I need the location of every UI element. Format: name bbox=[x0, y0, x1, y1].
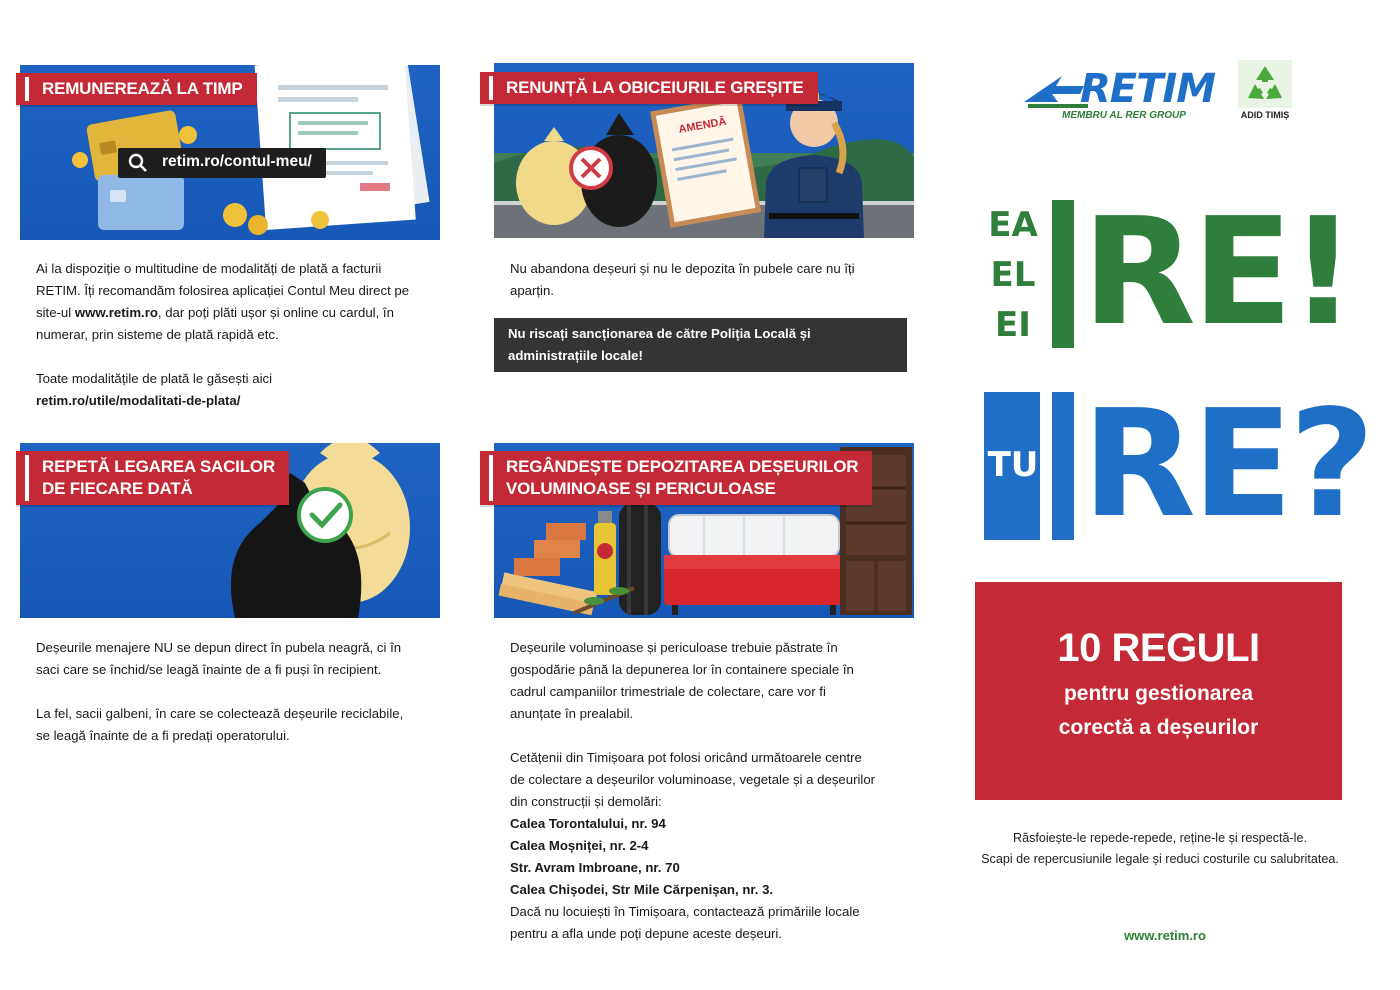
spray-can-icon bbox=[594, 511, 616, 595]
pronoun-el: EL bbox=[990, 255, 1036, 295]
retim-website-link: www.retim.ro bbox=[74, 305, 158, 320]
retim-logo-text: RETIM bbox=[1080, 66, 1216, 112]
website-link[interactable]: www.retim.ro bbox=[1124, 928, 1206, 943]
re-exclamation: RE! bbox=[1082, 186, 1353, 358]
paragraph-line: de colectare a deșeurilor voluminoase, vegetale și a deșeurilor bbox=[510, 772, 876, 787]
panel-title-renunta: RENUNȚĂ LA OBICEIURILE GREȘITE bbox=[480, 72, 818, 104]
paragraph-line: Cetățenii din Timișoara pot folosi oricând următoarele centre bbox=[510, 750, 862, 765]
payment-methods-link: retim.ro/utile/modalitati-de-plata/ bbox=[36, 393, 241, 408]
adid-timis-logo bbox=[1235, 60, 1295, 122]
ten-rules-box bbox=[975, 582, 1342, 800]
paragraph-line: Toate modalitățile de plată le găsești aici bbox=[36, 371, 273, 386]
police-officer-icon bbox=[764, 93, 864, 238]
paragraph-line: La fel, sacii galbeni, în care se colectează deșeurile reciclabile, bbox=[36, 706, 404, 721]
paragraph-line: cadrul campaniilor trimestriale de colectare, care vor fi bbox=[510, 684, 826, 699]
warning-line: administrațiile locale! bbox=[508, 348, 643, 363]
checkmark-icon bbox=[299, 489, 351, 541]
contul-meu-url: retim.ro/contul-meu/ bbox=[162, 153, 312, 170]
panel-renunta-text bbox=[510, 258, 905, 302]
pronoun-ei: EI bbox=[995, 305, 1031, 345]
retim-tagline: MEMBRU AL RER GROUP bbox=[1062, 110, 1186, 121]
paragraph-line: pentru a afla unde poți depune aceste deșeuri. bbox=[510, 926, 783, 941]
green-divider-bar bbox=[1052, 200, 1074, 348]
ten-rules-subtitle-2: corectă a deșeurilor bbox=[1058, 716, 1259, 739]
re-question: RE? bbox=[1082, 378, 1371, 550]
paragraph-line: din construcții și demolări: bbox=[510, 794, 662, 809]
panel-title-remunereaza: REMUNEREAZĂ LA TIMP bbox=[16, 73, 257, 105]
ten-rules-title: 10 REGULI bbox=[1057, 626, 1260, 670]
collection-address: Calea Moșniței, nr. 2-4 bbox=[510, 838, 649, 853]
recycle-icon bbox=[1238, 60, 1292, 108]
panel-regandeste-text bbox=[510, 637, 910, 945]
contul-meu-url-bar bbox=[118, 148, 326, 178]
bricks-icon bbox=[514, 523, 586, 576]
tire-icon bbox=[619, 503, 661, 615]
adid-timis-label: ADID TIMIȘ bbox=[1240, 110, 1290, 120]
closing-line-2: Scapi de repercusiunile legale și reduci costurile cu salubritatea. bbox=[981, 852, 1339, 866]
pronoun-ea: EA bbox=[988, 205, 1038, 245]
paragraph-line: Deșeurile voluminoase și periculoase trebuie păstrate în bbox=[510, 640, 838, 655]
closing-line-1: Răsfoiește-le repede-repede, reține-le și respectă-le. bbox=[1012, 831, 1307, 845]
paragraph-line: se leagă înainte de a fi predați operatorului. bbox=[36, 728, 290, 743]
paragraph-line: anunțate în prealabil. bbox=[510, 706, 634, 721]
panel-title-repeta: REPETĂ LEGAREA SACILOR DE FIECARE DATĂ bbox=[16, 451, 289, 505]
search-icon bbox=[128, 153, 148, 173]
paragraph-line: site-ul www.retim.ro, dar poți plăti ușor și online cu cardul, în bbox=[36, 305, 394, 320]
paragraph-line: Nu abandona deșeuri și nu le depozita în pubele care nu îți bbox=[510, 261, 855, 276]
ten-rules-subtitle-1: pentru gestionarea bbox=[1063, 682, 1254, 705]
paragraph-line: Deșeurile menajere NU se depun direct în pubela neagră, ci în bbox=[36, 640, 402, 655]
paragraph-line: Dacă nu locuiești în Timișoara, contactează primăriile locale bbox=[510, 904, 860, 919]
collection-address: Str. Avram Imbroane, nr. 70 bbox=[510, 860, 680, 875]
panel-repeta-text bbox=[36, 637, 436, 747]
warning-bar bbox=[494, 318, 907, 372]
mattress-icon bbox=[669, 515, 839, 557]
warning-line: Nu riscați sancționarea de către Poliția Locală și bbox=[508, 326, 811, 341]
pronoun-tu: TU bbox=[987, 445, 1039, 485]
panel-remunereaza-text bbox=[36, 258, 436, 412]
paragraph-line: RETIM. Îți recomandăm folosirea aplicației Contul Meu direct pe bbox=[36, 283, 410, 298]
paragraph-line: saci care se închid/se leagă înainte de a fi puși în recipient. bbox=[36, 662, 382, 677]
paragraph-line: gospodărie până la depunerea lor în containere speciale în bbox=[510, 662, 854, 677]
cross-icon bbox=[571, 148, 611, 188]
collection-address: Calea Chișodei, Str Mile Cărpenișan, nr. 3. bbox=[510, 882, 774, 897]
blue-divider-bar bbox=[1052, 392, 1074, 540]
panel-title-regandeste: REGÂNDEȘTE DEPOZITAREA DEȘEURILOR VOLUMINOASE ȘI PERICULOASE bbox=[480, 451, 872, 505]
retim-logo bbox=[1022, 68, 1222, 124]
fine-label: AMENDĂ bbox=[677, 115, 728, 136]
sofa-icon bbox=[664, 555, 844, 615]
paragraph-line: Ai la dispoziție o multitudine de modalități de plată a facturii bbox=[36, 261, 382, 276]
paragraph-line: numerar, prin sisteme de plată rapidă etc. bbox=[36, 327, 279, 342]
collection-address: Calea Torontalului, nr. 94 bbox=[510, 816, 666, 831]
paragraph-line: aparțin. bbox=[510, 283, 554, 298]
